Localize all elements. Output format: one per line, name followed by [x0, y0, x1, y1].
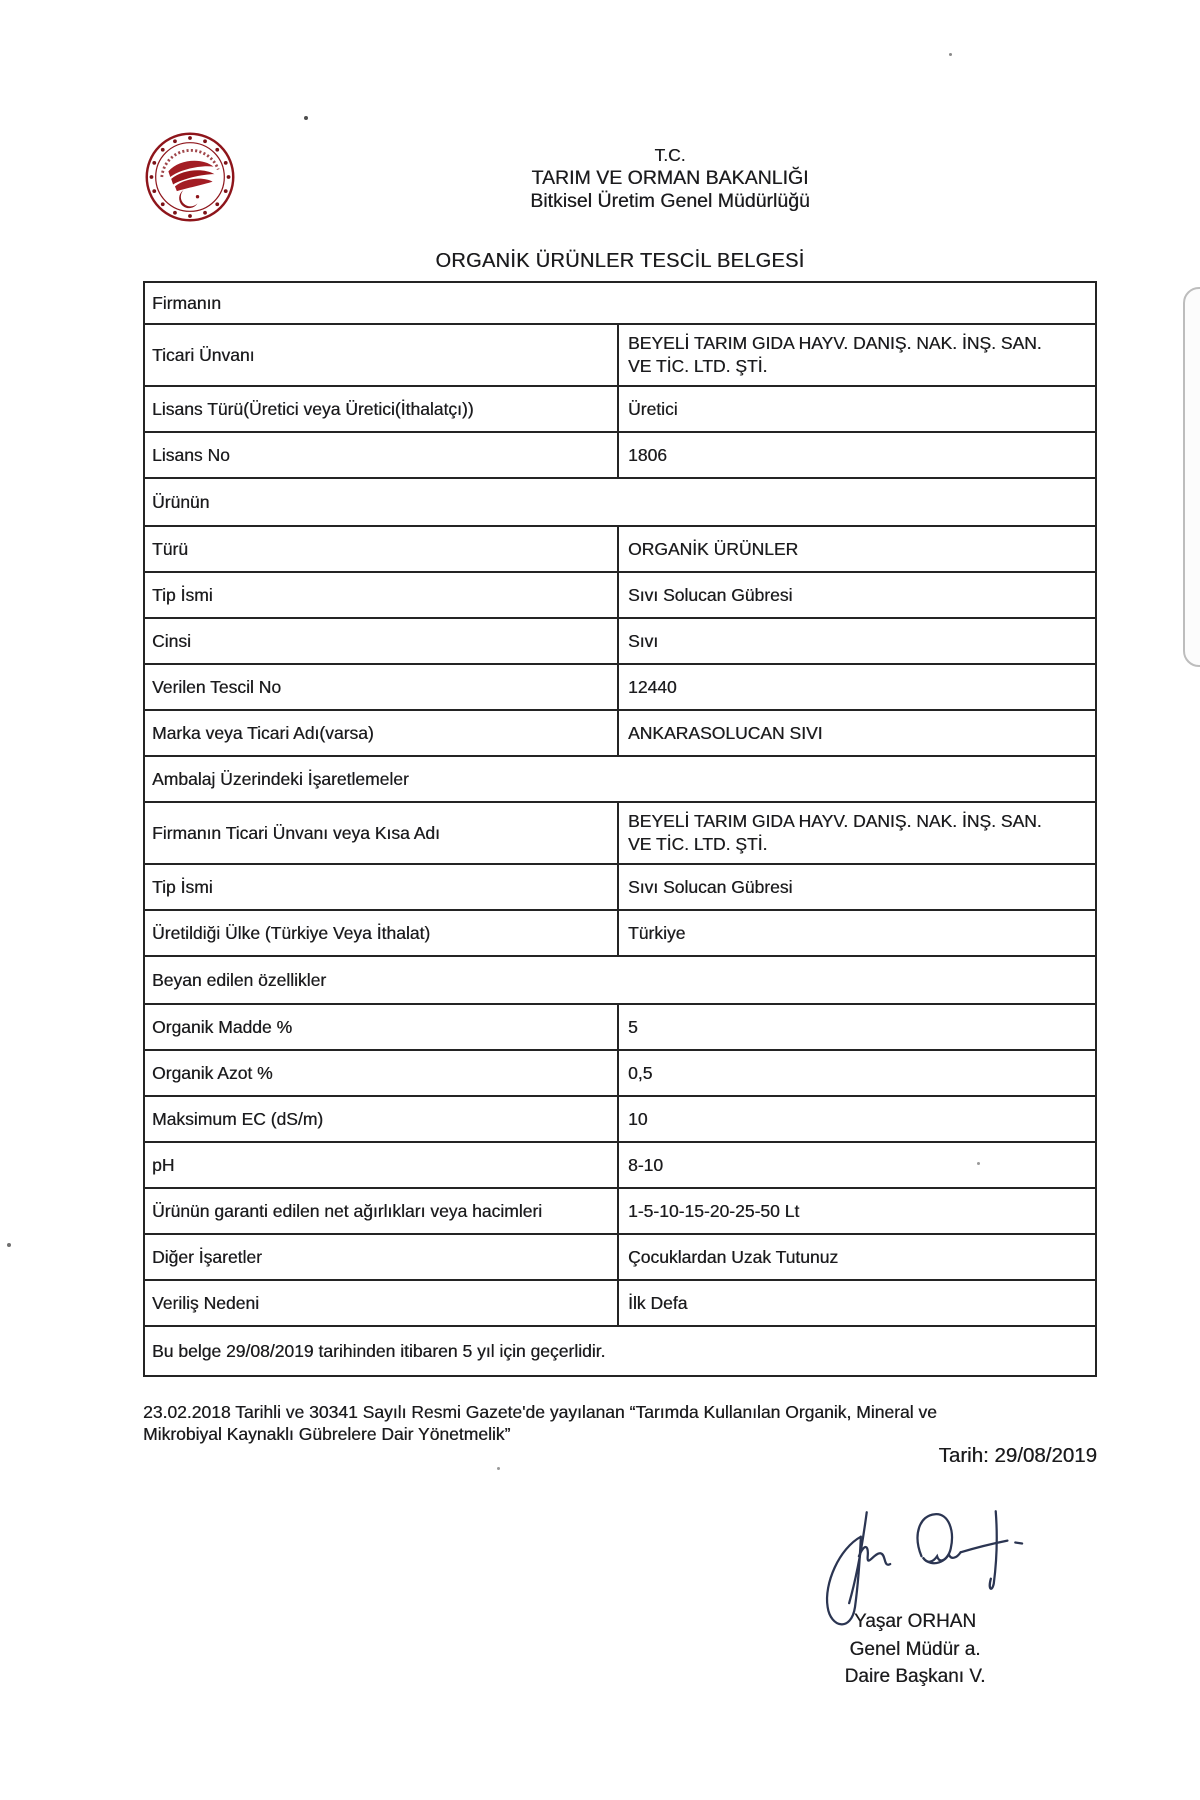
- row-label: Cinsi: [145, 619, 619, 663]
- section-label: Ürünün: [152, 491, 210, 512]
- row-label: Maksimum EC (dS/m): [145, 1097, 619, 1141]
- table-row: [145, 863, 1095, 909]
- row-value: BEYELİ TARIM GIDA HAYV. DANIŞ. NAK. İNŞ. SAN. VE TİC. LTD. ŞTİ.: [628, 333, 1042, 376]
- row-value: İlk Defa: [628, 1292, 688, 1313]
- table-row: [145, 801, 1095, 863]
- row-value: Sıvı: [628, 630, 659, 651]
- row-value: 0,5: [628, 1062, 653, 1083]
- scan-speck: [949, 53, 952, 56]
- row-label: Türü: [145, 527, 619, 571]
- row-label: Ürünün garanti edilen net ağırlıkları veya hacimleri: [145, 1189, 619, 1233]
- table-row-section: [145, 755, 1095, 801]
- table-row: [145, 1141, 1095, 1187]
- table-row: [145, 1279, 1095, 1325]
- scrollbar-thumb[interactable]: [1183, 287, 1200, 667]
- row-label: Tip İsmi: [145, 865, 619, 909]
- row-label: Diğer İşaretler: [145, 1235, 619, 1279]
- table-row: [145, 709, 1095, 755]
- table-row: [145, 1049, 1095, 1095]
- row-label: pH: [145, 1143, 619, 1187]
- table-row: [145, 385, 1095, 431]
- row-value: 5: [628, 1016, 638, 1037]
- table-row: [145, 909, 1095, 955]
- row-value: 1-5-10-15-20-25-50 Lt: [628, 1200, 800, 1221]
- table-row: [145, 1095, 1095, 1141]
- table-row: [145, 1003, 1095, 1049]
- section-label: Beyan edilen özellikler: [152, 969, 327, 990]
- certificate-table: [143, 281, 1097, 1377]
- letterhead: [400, 144, 940, 213]
- table-row: [145, 617, 1095, 663]
- scan-speck: [977, 1162, 980, 1165]
- table-row-section: [145, 283, 1095, 323]
- table-row: [145, 571, 1095, 617]
- regulation-footnote: [143, 1402, 1083, 1445]
- row-label: Firmanın Ticari Ünvanı veya Kısa Adı: [145, 803, 619, 863]
- table-row: [145, 1233, 1095, 1279]
- row-label: Ticari Ünvanı: [145, 325, 619, 385]
- page-title: ORGANİK ÜRÜNLER TESCİL BELGESİ: [435, 250, 805, 272]
- row-label: Verilen Tescil No: [145, 665, 619, 709]
- row-label: Organik Azot %: [145, 1051, 619, 1095]
- row-label: Lisans No: [145, 433, 619, 477]
- row-value: 1806: [628, 444, 667, 465]
- ministry-emblem-logo: [143, 130, 237, 224]
- signatory-name: Yaşar ORHAN: [853, 1611, 977, 1632]
- letterhead-tc: T.C.: [654, 145, 686, 165]
- table-row: [145, 323, 1095, 385]
- table-row: [145, 1187, 1095, 1233]
- row-label: Üretildiği Ülke (Türkiye Veya İthalat): [145, 911, 619, 955]
- row-value: ANKARASOLUCAN SIVI: [628, 722, 823, 743]
- row-value: ORGANİK ÜRÜNLER: [628, 538, 799, 559]
- row-value: Sıvı Solucan Gübresi: [628, 876, 793, 897]
- table-row: [145, 525, 1095, 571]
- letterhead-ministry: TARIM VE ORMAN BAKANLIĞI: [531, 167, 809, 189]
- table-row: [145, 431, 1095, 477]
- date-label: Tarih: 29/08/2019: [938, 1444, 1097, 1467]
- row-value: Üretici: [628, 398, 678, 419]
- row-value: 12440: [628, 676, 677, 697]
- table-row-validity: [145, 1325, 1095, 1375]
- signatory-title-2: Daire Başkanı V.: [844, 1666, 986, 1687]
- scan-speck: [497, 1467, 500, 1470]
- row-label: Organik Madde %: [145, 1005, 619, 1049]
- row-value: BEYELİ TARIM GIDA HAYV. DANIŞ. NAK. İNŞ. SAN. VE TİC. LTD. ŞTİ.: [628, 811, 1042, 854]
- row-label: Lisans Türü(Üretici veya Üretici(İthalatçı)): [145, 387, 619, 431]
- row-value: 10: [628, 1108, 648, 1129]
- row-value: 8-10: [628, 1154, 664, 1175]
- letterhead-directorate: Bitkisel Üretim Genel Müdürlüğü: [530, 190, 810, 212]
- row-value: Sıvı Solucan Gübresi: [628, 584, 793, 605]
- section-label: Ambalaj Üzerindeki İşaretlemeler: [152, 768, 409, 789]
- signatory-title-1: Genel Müdür a.: [849, 1638, 981, 1660]
- row-label: Marka veya Ticari Adı(varsa): [145, 711, 619, 755]
- row-label: Veriliş Nedeni: [145, 1281, 619, 1325]
- footnote-line1: 23.02.2018 Tarihli ve 30341 Sayılı Resmi Gazete'de yayılanan “Tarımda Kullanılan Organik, Mineral ve: [143, 1402, 937, 1422]
- table-row-section: [145, 955, 1095, 1003]
- signatory-block: [765, 1608, 1065, 1691]
- scan-speck: [304, 116, 308, 120]
- row-value: Türkiye: [628, 922, 686, 943]
- footnote-line2: Mikrobiyal Kaynaklı Gübrelere Dair Yönetmelik”: [143, 1423, 511, 1444]
- section-label: Firmanın: [152, 292, 222, 313]
- row-value: Çocuklardan Uzak Tutunuz: [628, 1246, 839, 1267]
- table-row: [145, 663, 1095, 709]
- validity-note: Bu belge 29/08/2019 tarihinden itibaren 5 yıl için geçerlidir.: [152, 1340, 606, 1361]
- scan-speck: [7, 1243, 11, 1247]
- table-row-section: [145, 477, 1095, 525]
- row-label: Tip İsmi: [145, 573, 619, 617]
